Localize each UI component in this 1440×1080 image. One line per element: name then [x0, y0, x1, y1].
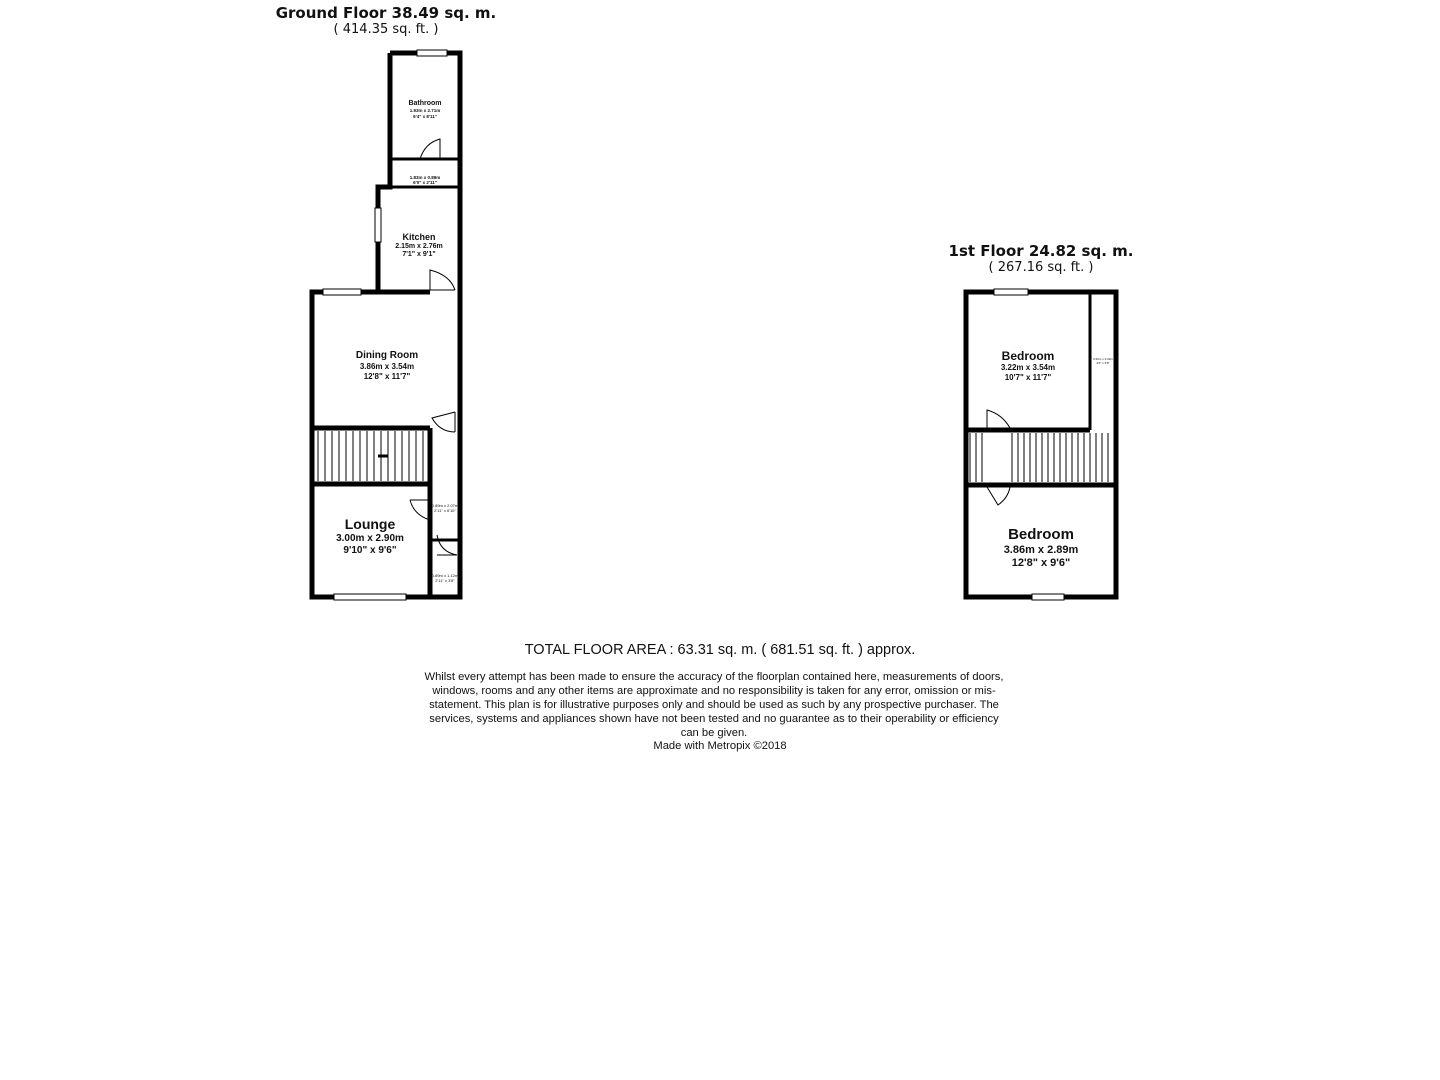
- room-label-lobby: [395, 175, 455, 186]
- ground-floor-subtitle: ( 414.35 sq. ft. ): [333, 22, 439, 37]
- window: [1032, 594, 1064, 600]
- ground-floor-title: Ground Floor 38.49 sq. m.: [275, 4, 497, 22]
- room-metric: 0.89m x 1.12m: [431, 573, 459, 578]
- room-metric: 0.62m x 2.02m: [1093, 357, 1113, 361]
- room-imperial: 6'0" x 2'11": [413, 180, 437, 186]
- room-metric: 2.15m x 2.76m: [395, 242, 443, 250]
- window: [417, 50, 447, 56]
- room-label-dining-room: [322, 350, 452, 381]
- window: [994, 289, 1028, 295]
- room-name: Lounge: [344, 516, 396, 532]
- room-imperial: 7'1" x 9'1": [402, 251, 436, 259]
- door: [420, 139, 440, 159]
- room-imperial: 2'11" x 3'8": [435, 577, 455, 583]
- first-floor-title: 1st Floor 24.82 sq. m.: [948, 242, 1134, 260]
- window: [375, 208, 381, 242]
- room-label-hall-lower: [430, 574, 460, 584]
- door: [437, 535, 457, 555]
- room-label-cupboard: [1091, 358, 1115, 365]
- room-label-lounge: [315, 516, 425, 557]
- room-imperial: 10'7" x 11'7": [1004, 372, 1052, 382]
- room-imperial: 2'11" x 6'10": [434, 507, 456, 513]
- first-floor-stairs: [970, 433, 1108, 482]
- room-label-bedroom-2: [968, 526, 1114, 570]
- room-metric: 3.22m x 3.54m: [1000, 363, 1056, 373]
- room-label-bathroom: [395, 100, 455, 119]
- room-name: Dining Room: [355, 350, 419, 361]
- credit-text: Made with Metropix ©2018: [653, 740, 787, 752]
- room-name: Kitchen: [402, 232, 436, 242]
- door: [430, 270, 455, 290]
- first-floor-doors: [987, 410, 1010, 505]
- window: [334, 594, 406, 600]
- room-imperial: 12'8" x 11'7": [363, 371, 411, 381]
- room-name: Bathroom: [408, 100, 442, 107]
- door: [432, 412, 455, 432]
- room-name: Bedroom: [1001, 349, 1055, 363]
- door: [987, 487, 1010, 505]
- room-imperial: 12'8" x 9'6": [1011, 557, 1071, 570]
- room-label-kitchen: [382, 232, 456, 260]
- room-metric: 3.86m x 3.54m: [359, 362, 415, 371]
- room-metric: 1.93m x 2.71m: [409, 108, 441, 114]
- room-imperial: 6'4" x 8'11": [413, 113, 437, 119]
- room-metric: 0.89m x 2.07m: [431, 503, 459, 508]
- ground-floor-doors: [410, 139, 457, 555]
- total-floor-area: TOTAL FLOOR AREA : 63.31 sq. m. ( 681.51 sq. ft. ) approx.: [524, 642, 916, 658]
- ground-floor-stairs: [318, 431, 423, 481]
- window: [323, 289, 361, 295]
- disclaimer-text: Whilst every attempt has been made to ensure the accuracy of the floorplan contained here, measurements of doors, windows, rooms and any other items are approximate and no responsibility is taken for any error, omission or mis-statement. This plan is for illustrative purposes only and should be used as such by any prospective purchaser. The services, systems and appliances shown have not been tested and no guarantee as to their operability or efficiency can be given.: [424, 671, 1004, 739]
- room-name: Bedroom: [1008, 526, 1074, 543]
- room-imperial: 9'10" x 9'6": [343, 544, 397, 556]
- room-label-hall-upper: [430, 504, 460, 514]
- first-floor-subtitle: ( 267.16 sq. ft. ): [988, 260, 1094, 275]
- room-label-bedroom-1: [968, 349, 1088, 383]
- door: [987, 410, 1010, 428]
- room-metric: 3.00m x 2.90m: [336, 532, 404, 544]
- room-metric: 1.83m x 0.89m: [409, 175, 441, 180]
- room-imperial: 2'0" x 6'8": [1096, 360, 1110, 365]
- room-metric: 3.86m x 2.89m: [1003, 544, 1079, 556]
